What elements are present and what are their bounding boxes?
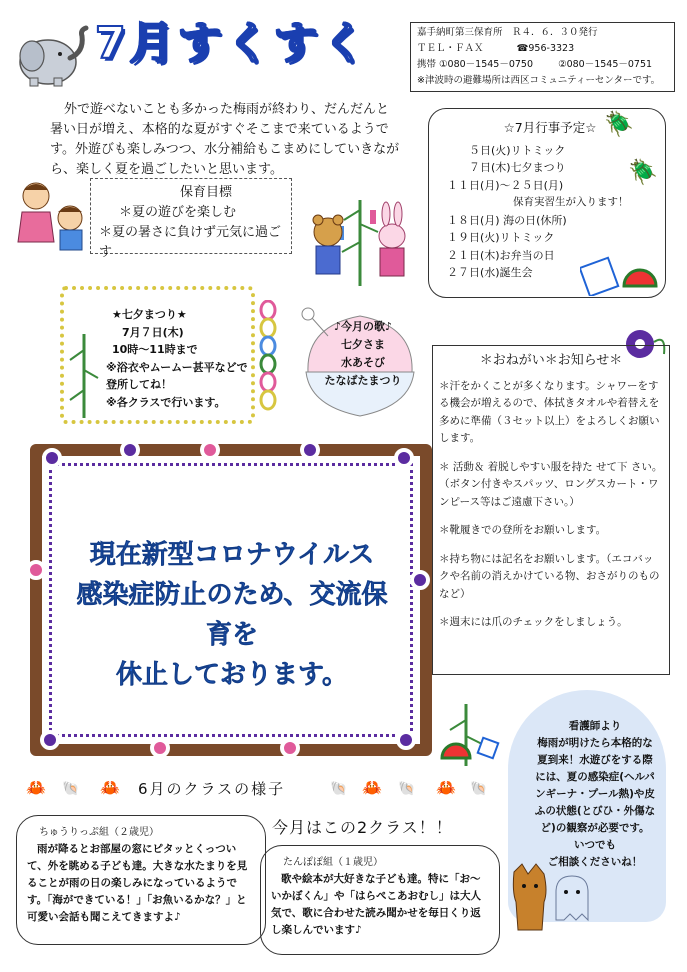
event-item: ７日(木)七夕まつり: [469, 161, 566, 174]
covid-line-2: 感染症防止のため、交流保育を: [76, 580, 388, 650]
cat-icon: [508, 862, 552, 932]
tulip-class-box: [16, 815, 266, 945]
intro-paragraph: 外で遊べないことも多かった梅雨が終わり、だんだんと暑い日が増え、本格的な夏がすぐそこまで来ているようです。外遊びも楽しみつつ、水分補給もこまめにしていきながら、楽しく夏を過ごしたいと思います。: [50, 102, 400, 177]
crab-icon: 🦀: [362, 778, 382, 797]
watermelon-bamboo-icon: [436, 700, 506, 770]
issuer-line: 嘉手納町第三保育所 Ｒ４．６．３０発行: [417, 27, 598, 38]
tanabata-festival-info: [106, 306, 256, 411]
nurse-line: ンギーナ・プール熱)や皮: [535, 788, 655, 800]
mobile-line: [417, 57, 668, 73]
event-item: ２１日(木)お弁当の日: [447, 248, 555, 262]
dandelion-class-box: [260, 845, 500, 955]
goal-item-1: ＊夏の遊びを楽しむ: [119, 205, 237, 220]
morning-glory-icon: [280, 738, 300, 758]
morning-glory-icon: [150, 738, 170, 758]
morning-glory-icon: [120, 440, 140, 460]
tanabata-heading: ★七夕まつり★: [112, 308, 187, 321]
song-item: 七夕さま: [341, 338, 385, 351]
notice-item: ＊靴履きでの登所をお願いします。: [439, 524, 607, 536]
tanabata-time: 10時～11時まで: [112, 343, 198, 356]
tel-fax-label: ＴＥＬ・ＦＡＸ: [417, 43, 484, 54]
morning-glory-icon: [410, 570, 430, 590]
beetle-icon: 🪲: [628, 158, 658, 186]
paper-chain-icon: [256, 300, 280, 420]
events-heading: ☆7月行事予定☆: [503, 120, 597, 135]
goals-heading: 保育目標: [179, 185, 232, 200]
morning-glory-icon: [42, 448, 62, 468]
shell-icon: 🐚: [470, 781, 488, 797]
childcare-goals-box: [90, 178, 292, 260]
tanabata-note-1: ※浴衣やムームー甚平などで登所してね！: [106, 360, 248, 391]
mobile-number-2: ②080－1545－0751: [558, 59, 653, 70]
nurse-line: ふの状態(とびひ・外傷な: [534, 805, 656, 817]
tel-fax-line: [417, 41, 668, 57]
song-item: 水あそび: [341, 356, 385, 369]
newsletter-title: 7月すくすく: [95, 18, 370, 69]
evacuation-note: ※津波時の避難場所は西区コミュニティーセンターです。: [417, 75, 661, 86]
morning-glory-icon: [26, 560, 46, 580]
nurse-line: ど)の観察が必要です。: [540, 822, 650, 834]
nurse-line: には、夏の感染症(ヘルパ: [535, 771, 655, 783]
beetle-icon: 🪲: [604, 110, 634, 138]
summer-decoration-icon: [580, 256, 670, 296]
tanabata-bear-rabbit-icon: [300, 190, 420, 290]
notice-item: ＊ 活動＆ 着脱しやすい服を持た せて下 さい。（ボタン付きやスパッツ、ロングスカート・ワンピース等はご遠慮下さい。）: [439, 460, 663, 508]
contact-info-box: [410, 22, 675, 92]
tulip-class-body: 雨が降るとお部屋の窓にピタッとくっついて、外を眺める子ども達。大きな水たまりを見ることが雨の日の楽しみになっているようです。「海ができている！」「お魚いるかな？」と可愛い会話も聞こえてきますよ♪: [27, 843, 248, 923]
shell-icon: 🐚: [398, 781, 416, 797]
notice-heading: ＊おねがい＊お知らせ＊: [479, 353, 623, 368]
nurse-line: 梅雨が明けたら本格的な: [537, 737, 653, 749]
crab-icon: 🦀: [100, 778, 120, 797]
this-month-heading: 今月はこの2クラス！！: [272, 818, 453, 837]
tanabata-decoration-icon: [64, 330, 104, 420]
shell-icon: 🐚: [62, 781, 80, 797]
requests-notice-box: [432, 345, 670, 675]
class-section-title: 6月のクラスの様子: [138, 780, 286, 798]
nurse-message: [530, 718, 660, 871]
event-item: ５日(火)リトミック: [469, 143, 566, 157]
tanabata-date: 7月７日(木): [122, 325, 184, 339]
monthly-songs: [308, 318, 418, 390]
goal-item-2: ＊夏の暑さに負けず元気に過ごす: [99, 225, 282, 260]
crab-icon: 🦀: [26, 778, 46, 797]
notice-item: ＊汗をかくことが多くなります。シャワーをする機会が増えるので、体拭きタオルや着替えを多めに準備（３セット以上）をよろしくお願いします。: [439, 379, 660, 444]
notice-item: ＊週末には爪のチェックをしましょう。: [439, 616, 628, 628]
dandelion-class-heading: たんぽぽ組（１歳児）: [283, 857, 383, 868]
covid-notice: [72, 535, 392, 695]
dandelion-class-body: 歌や絵本が大好きな子ども達。特に「お～いかぼくん」や「はらぺこあおむし」は大人気で、歌に合わせた読み聞かせを毎日くり返し楽しんでいます♪: [271, 873, 481, 936]
covid-line-1: 現在新型コロナウイルス: [89, 540, 375, 570]
ghost-icon: [552, 872, 592, 924]
event-item: １１日(月)～２５日(月): [447, 178, 564, 192]
tulip-class-heading: ちゅうりっぷ組（２歳児）: [39, 827, 159, 838]
nurse-heading: 看護師より: [568, 720, 622, 732]
event-item: １８日(月) 海の日(休所): [447, 213, 567, 227]
event-item: 保育実習生が入ります！: [513, 196, 629, 208]
nurse-line: いつでも: [574, 839, 616, 851]
nurse-line: 夏到来！水遊びをする際: [537, 754, 653, 766]
event-item: ２７日(水)誕生会: [447, 266, 533, 279]
song-item: たなばたまつり: [324, 374, 402, 387]
morning-glory-icon: [396, 730, 416, 750]
shell-icon: 🐚: [330, 781, 348, 797]
morning-glory-icon: [394, 448, 414, 468]
morning-glory-icon: [200, 440, 220, 460]
tanabata-note-2: ※各クラスで行います。: [106, 395, 226, 409]
crab-icon: 🦀: [436, 778, 456, 797]
event-item: １９日(火)リトミック: [447, 231, 555, 244]
morning-glory-icon: [40, 730, 60, 750]
elephant-icon: [8, 22, 92, 88]
nurse-line: ご相談くださいね！: [547, 856, 643, 868]
mobile-number-1: 携帯 ①080－1545－0750: [417, 59, 534, 70]
songs-heading: ♪今月の歌♪: [333, 320, 393, 333]
tel-fax-number: ☎956-3323: [516, 43, 575, 54]
notice-item: ＊持ち物には記名をお願いします。（エコバックや名前の消えかけている物、おさがりのものなど）: [439, 552, 660, 600]
morning-glory-icon: [300, 440, 320, 460]
children-illustration-icon: [14, 176, 94, 256]
covid-line-3: 休止しております。: [116, 660, 348, 690]
